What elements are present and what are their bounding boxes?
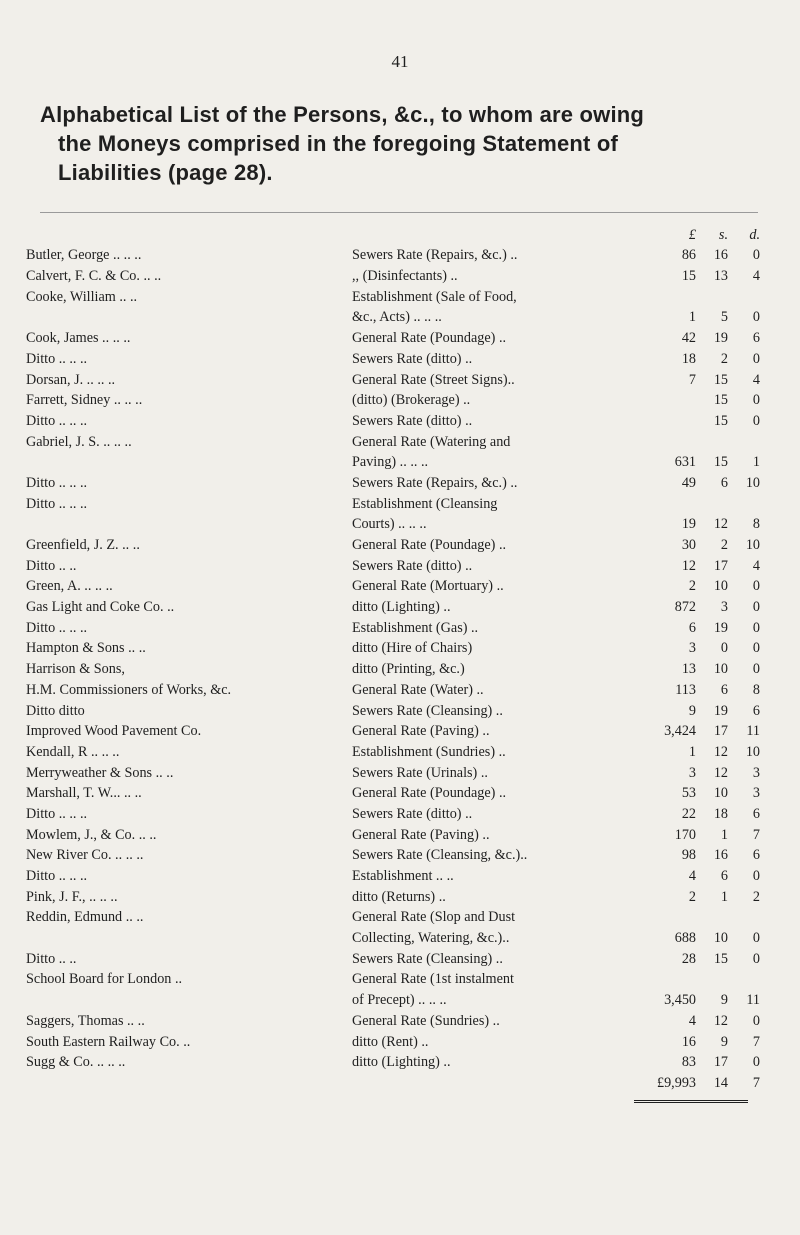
table-row [26,1051,764,1072]
table-row [26,844,764,865]
creditor-name: Cook, James .. .. .. [26,330,131,347]
liability-description: ditto (Lighting) .. [352,599,451,616]
creditor-name: Reddin, Edmund .. .. [26,909,144,926]
amount-pounds: 688 [674,930,696,947]
amount-shillings: 2 [720,350,728,367]
creditor-name: Calvert, F. C. & Co. .. .. [26,268,162,285]
creditor-name: Farrett, Sidney .. .. .. [26,392,143,409]
table-row [26,637,764,658]
amount-pounds: 3,450 [664,992,696,1009]
amount-pounds [645,389,699,410]
table-row [26,678,764,699]
amount-pence [730,492,764,513]
creditor-name [26,451,352,472]
amount-pence: 2 [752,888,760,905]
amount-pence: 0 [752,1054,760,1071]
shillings-header: s. [718,226,728,243]
amount-pounds: 4 [688,868,696,884]
creditor-name: Ditto .. .. [26,950,77,967]
creditor-name: Mowlem, J., & Co. .. .. [26,826,157,843]
amount-pounds: 7 [688,371,696,388]
amount-pence: 0 [752,578,760,595]
liability-description: Collecting, Watering, &c.).. [352,930,510,947]
table-row [26,409,764,430]
amount-pence: 10 [745,474,760,491]
total-double-rule [634,1100,748,1103]
table-row [26,306,764,327]
amount-pence: 0 [752,392,760,409]
amount-pence [730,285,764,306]
liability-description: Sewers Rate (Cleansing) .. [352,702,503,719]
amount-pence: 6 [752,805,760,822]
amount-pence: 6 [752,702,760,719]
amount-pounds: 30 [681,537,696,553]
amount-pounds: 19 [681,516,696,533]
table-row [26,802,764,823]
table-row [26,657,764,678]
creditor-name: Kendall, R .. .. .. [26,743,120,760]
amount-pence: 0 [752,247,760,264]
amount-pence: 0 [752,930,760,947]
amount-pence: 0 [752,619,760,636]
creditor-name: Marshall, T. W... .. .. [26,785,142,802]
amount-shillings: 1 [720,826,728,843]
amount-pounds [645,430,699,451]
creditor-name: Ditto .. .. .. [26,474,88,491]
table-row [26,451,764,472]
amount-shillings: 10 [713,578,728,595]
amount-pence: 6 [752,330,760,347]
liability-description: General Rate (Sundries) .. [352,1012,500,1029]
amount-pounds: 83 [681,1054,696,1071]
table-row [26,368,764,389]
creditor-name [26,988,352,1009]
title-line-1: Alphabetical List of the Persons, &c., to whom are owing [40,102,645,127]
table-row [26,244,764,265]
amount-pence [730,430,764,451]
amount-shillings: 15 [713,412,728,429]
amount-shillings: 15 [713,371,728,388]
amount-pence: 0 [752,599,760,616]
amount-pence: 7 [752,826,760,843]
liability-description: of Precept) .. .. .. [352,992,447,1009]
amount-shillings: 17 [713,723,728,740]
table-row [26,864,764,885]
liability-description: General Rate (1st instalment [352,971,514,988]
creditor-name: South Eastern Railway Co. .. [26,1033,191,1050]
header-rule [40,212,758,213]
liability-description: Sewers Rate (ditto) .. [352,557,473,574]
total-spacer [26,1071,352,1092]
liability-description: Sewers Rate (Repairs, &c.) .. [352,474,518,491]
amount-pence: 7 [752,1033,760,1050]
table-row [26,720,764,741]
amount-pounds: 98 [681,847,696,864]
table-row [26,575,764,596]
total-pence: 7 [752,1074,760,1091]
amount-shillings: 12 [713,516,728,533]
amount-pounds: 631 [674,454,696,471]
liability-description: ditto (Lighting) .. [352,1054,451,1071]
creditor-name: Hampton & Sons .. .. [26,640,146,657]
liability-description: Establishment (Gas) .. [352,619,479,636]
amount-shillings: 9 [720,1033,728,1050]
amount-pounds: 2 [688,888,696,905]
liability-description: ditto (Hire of Chairs) [352,640,473,657]
amount-pence: 0 [752,1012,760,1029]
amount-pounds [645,492,699,513]
amount-pence: 0 [752,868,760,884]
table-row [26,471,764,492]
amount-pounds: 18 [681,350,696,367]
table-row [26,740,764,761]
amount-pounds [645,285,699,306]
creditor-name: Ditto .. .. .. [26,350,88,367]
amount-shillings: 0 [720,640,728,657]
amount-pence: 0 [752,412,760,429]
liability-description: ,, (Disinfectants) .. [352,268,458,285]
liabilities-table [26,223,764,1092]
table-row [26,264,764,285]
amount-pounds: 4 [688,1012,696,1029]
amount-pounds [645,968,699,989]
creditor-name: Green, A. .. .. .. [26,578,113,595]
table-row [26,616,764,637]
creditor-name: New River Co. .. .. .. [26,847,144,864]
amount-shillings [699,906,730,927]
total-pounds: £9,993 [656,1074,696,1091]
amount-shillings: 10 [713,661,728,678]
creditor-name: School Board for London .. [26,971,183,988]
amount-pounds: 113 [675,681,696,698]
liability-description: Establishment .. .. [352,868,454,884]
title-line-3: Liabilities (page 28). [58,160,273,185]
amount-pence: 8 [752,516,760,533]
liability-description: General Rate (Poundage) .. [352,537,507,553]
liability-description: Sewers Rate (Cleansing, &c.).. [352,847,528,864]
amount-pence [730,968,764,989]
table-row [26,823,764,844]
currency-header-row [26,223,764,244]
amount-shillings: 15 [713,950,728,967]
table-row [26,347,764,368]
amount-shillings: 6 [720,681,728,698]
liability-description: General Rate (Mortuary) .. [352,578,504,595]
amount-pence: 0 [752,661,760,678]
amount-pence: 1 [752,454,760,471]
table-row [26,1030,764,1051]
liability-description: General Rate (Water) .. [352,681,484,698]
table-row [26,554,764,575]
table-row [26,926,764,947]
liability-description: General Rate (Slop and Dust [352,909,516,926]
title-line-2: the Moneys comprised in the foregoing Statement of [58,131,619,156]
amount-pounds: 1 [688,743,696,760]
total-row [26,1071,764,1092]
amount-pence: 10 [745,743,760,760]
liability-description: Sewers Rate (ditto) .. [352,350,473,367]
amount-pence: 4 [752,268,760,285]
amount-pence: 4 [752,371,760,388]
table-row [26,906,764,927]
table-row [26,492,764,513]
table-row [26,430,764,451]
amount-pounds: 170 [674,826,696,843]
amount-shillings: 6 [720,474,728,491]
creditor-name: Sugg & Co. .. .. .. [26,1054,126,1071]
liability-description: Establishment (Sale of Food, [352,288,517,305]
liability-description: Paving) .. .. .. [352,454,429,471]
liability-description: Courts) .. .. .. [352,516,427,533]
amount-pence: 6 [752,847,760,864]
creditor-name: Ditto ditto [26,702,85,719]
liability-description: Sewers Rate (Repairs, &c.) .. [352,247,518,264]
amount-shillings: 19 [713,619,728,636]
liability-description: &c., Acts) .. .. .. [352,309,442,326]
creditor-name: Ditto .. .. .. [26,412,88,429]
amount-shillings: 6 [720,868,728,884]
creditor-name [26,926,352,947]
amount-pence: 11 [746,992,760,1009]
amount-pence: 11 [746,723,760,740]
amount-pounds: 3,424 [664,723,696,740]
amount-shillings [699,430,730,451]
table-row [26,699,764,720]
amount-pence: 0 [752,950,760,967]
amount-pounds: 49 [681,474,696,491]
amount-pence: 3 [752,764,760,781]
table-row [26,326,764,347]
amount-pence [730,906,764,927]
amount-shillings: 3 [720,599,728,616]
amount-shillings: 1 [720,888,728,905]
creditor-name: Gabriel, J. S. .. .. .. [26,433,132,450]
liability-description: (ditto) (Brokerage) .. [352,392,471,409]
amount-pounds: 1 [688,309,696,326]
table-row [26,885,764,906]
pence-header: d. [749,226,760,243]
amount-pounds: 15 [681,268,696,285]
amount-pounds: 16 [681,1033,696,1050]
amount-pounds: 42 [681,330,696,347]
creditor-name: H.M. Commissioners of Works, &c. [26,681,232,698]
table-row [26,947,764,968]
liability-description: Sewers Rate (Cleansing) .. [352,950,503,967]
amount-pounds: 3 [688,640,696,657]
amount-pounds: 86 [681,247,696,264]
liability-description: Sewers Rate (ditto) .. [352,412,473,429]
liability-description: ditto (Returns) .. [352,888,446,905]
table-row [26,1009,764,1030]
amount-shillings: 5 [720,309,728,326]
amount-pounds [645,906,699,927]
amount-pounds: 2 [688,578,696,595]
amount-shillings: 2 [720,537,728,553]
amount-pounds [645,409,699,430]
creditor-name [26,513,352,534]
creditor-name: Ditto .. .. .. [26,805,88,822]
creditor-name: Ditto .. .. [26,557,77,574]
amount-pounds: 28 [681,950,696,967]
amount-shillings: 16 [713,847,728,864]
creditor-name [26,306,352,327]
table-row [26,782,764,803]
pounds-header: £ [688,226,696,243]
creditor-name: Ditto .. .. .. [26,495,88,512]
amount-pence: 0 [752,640,760,657]
amount-shillings: 12 [713,764,728,781]
liability-description: Sewers Rate (Urinals) .. [352,764,488,781]
liability-description: Establishment (Cleansing [352,495,498,512]
amount-shillings: 15 [713,392,728,409]
creditor-name: Gas Light and Coke Co. .. [26,599,175,616]
amount-shillings: 9 [720,992,728,1009]
liability-description: ditto (Rent) .. [352,1033,429,1050]
amount-pence: 3 [752,785,760,802]
amount-pounds: 12 [681,557,696,574]
creditor-name: Dorsan, J. .. .. .. [26,371,116,388]
amount-pence: 10 [745,537,760,553]
amount-shillings [699,492,730,513]
amount-shillings: 19 [713,330,728,347]
creditor-name: Merryweather & Sons .. .. [26,764,174,781]
liability-description: General Rate (Watering and [352,433,511,450]
table-row [26,513,764,534]
amount-shillings: 15 [713,454,728,471]
page-number: 41 [391,52,409,71]
total-shillings: 14 [713,1074,728,1091]
amount-pence: 0 [752,309,760,326]
amount-shillings: 12 [713,1012,728,1029]
amount-shillings: 16 [713,247,728,264]
table-row [26,968,764,989]
liability-description: General Rate (Poundage) .. [352,330,507,347]
amount-pounds: 22 [681,805,696,822]
amount-pounds: 6 [688,619,696,636]
creditor-name: Pink, J. F., .. .. .. [26,888,118,905]
creditor-name: Saggers, Thomas .. .. [26,1012,145,1029]
amount-shillings: 10 [713,785,728,802]
amount-pence: 8 [752,681,760,698]
amount-pence: 4 [752,557,760,574]
table-row [26,988,764,1009]
amount-shillings [699,285,730,306]
page-title [40,100,760,187]
liability-description: ditto (Printing, &c.) [352,661,465,678]
amount-shillings: 12 [713,743,728,760]
amount-shillings: 19 [713,702,728,719]
creditor-name: Greenfield, J. Z. .. .. [26,537,140,553]
creditor-name: Butler, George .. .. .. [26,247,142,264]
amount-pounds: 3 [688,764,696,781]
liability-description: General Rate (Paving) .. [352,723,490,740]
liability-description: Establishment (Sundries) .. [352,743,506,760]
table-row [26,761,764,782]
amount-shillings: 17 [713,1054,728,1071]
creditor-name: Cooke, William .. .. [26,288,138,305]
amount-pence: 0 [752,350,760,367]
amount-pounds: 13 [681,661,696,678]
amount-shillings [699,968,730,989]
amount-pounds: 53 [681,785,696,802]
amount-shillings: 10 [713,930,728,947]
table-row [26,285,764,306]
table-row [26,533,764,554]
liability-description: Sewers Rate (ditto) .. [352,805,473,822]
amount-pounds: 872 [674,599,696,616]
liability-description: General Rate (Poundage) .. [352,785,507,802]
amount-shillings: 17 [713,557,728,574]
amount-shillings: 13 [713,268,728,285]
creditor-name: Ditto .. .. .. [26,619,88,636]
creditor-name: Ditto .. .. .. [26,868,88,884]
table-row [26,389,764,410]
creditor-name: Improved Wood Pavement Co. [26,723,202,740]
amount-pounds: 9 [688,702,696,719]
amount-shillings: 18 [713,805,728,822]
liability-description: General Rate (Street Signs).. [352,371,515,388]
creditor-name: Harrison & Sons, [26,661,125,678]
liability-description: General Rate (Paving) .. [352,826,490,843]
total-spacer [352,1071,645,1092]
table-row [26,595,764,616]
